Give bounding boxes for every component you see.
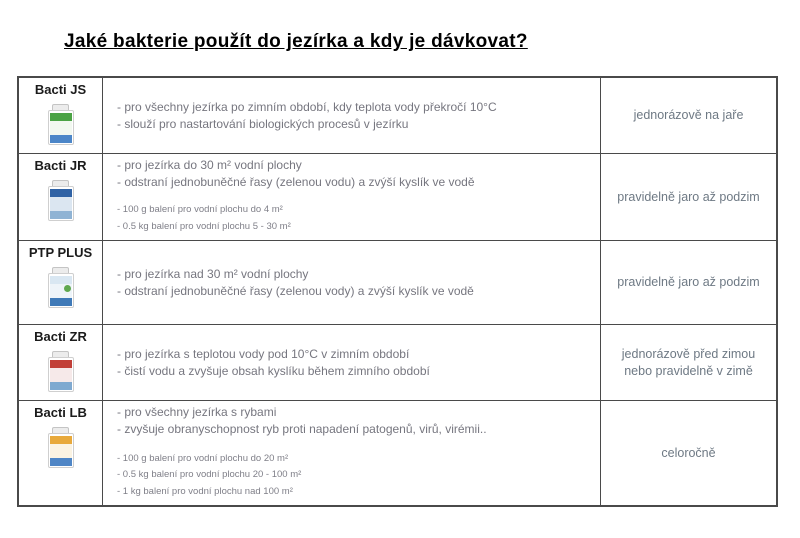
product-name: Bacti JS <box>34 82 87 97</box>
product-description-line: - odstraní jednobuněčné řasy (zelenou vodu) a zvýší kyslík ve vodě <box>117 175 475 189</box>
product-name: Bacti LB <box>34 405 87 420</box>
table-row <box>19 325 776 401</box>
description-cell <box>103 78 601 153</box>
jar-body <box>48 273 74 308</box>
dosage-frequency-text: pravidelně jaro až podzim <box>617 275 760 289</box>
packaging-note-line: - 0.5 kg balení pro vodní plochu 20 - 100 m² <box>117 469 302 480</box>
jar-body <box>48 433 74 468</box>
product-description-line: - pro všechny jezírka s rybami <box>117 405 277 419</box>
table-row <box>19 154 776 241</box>
product-description-line: - pro všechny jezírka po zimním období, kdy teplota vody překročí 10°C <box>117 99 497 114</box>
product-description-line: - pro jezírka s teplotou vody pod 10°C v zimním období <box>117 346 410 361</box>
dosage-frequency-text: pravidelně jaro až podzim <box>617 189 760 204</box>
product-name: Bacti JR <box>34 158 87 173</box>
dosage-frequency <box>601 325 776 400</box>
description-cell <box>103 154 601 240</box>
product-jar-image <box>48 351 74 392</box>
bacteria-dosage-table <box>17 76 778 507</box>
product-description-line: - pro jezírka do 30 m² vodní plochy <box>117 158 302 172</box>
product-jar-image <box>48 104 74 145</box>
product-jar-image <box>48 427 74 468</box>
packaging-note-line: - 1 kg balení pro vodní plochu nad 100 m² <box>117 485 293 497</box>
jar-body <box>48 110 74 145</box>
product-description-line: - čistí vodu a zvyšuje obsah kyslíku během zimního období <box>117 363 430 378</box>
product-description-line: - odstraní jednobuněčné řasy (zelenou vody) a zvýší kyslík ve vodě <box>117 283 474 298</box>
description-cell <box>103 325 601 400</box>
product-cell <box>19 401 103 505</box>
dosage-frequency-text: jednorázově před zimou nebo pravidelně v zimě <box>621 346 756 378</box>
product-name: Bacti ZR <box>34 329 87 344</box>
packaging-note-line: - 100 g balení pro vodní plochu do 20 m² <box>117 452 289 464</box>
product-cell <box>19 154 103 240</box>
product-cell <box>19 78 103 153</box>
dosage-frequency <box>601 78 776 153</box>
dosage-frequency-text: jednorázově na jaře <box>633 108 744 122</box>
product-description-line: - pro jezírka nad 30 m² vodní plochy <box>117 266 309 281</box>
table-row <box>19 241 776 325</box>
dosage-frequency <box>601 241 776 324</box>
page-title: Jaké bakterie použít do jezírka a kdy je dávkovat? <box>64 31 528 52</box>
product-description-line: - slouží pro nastartování biologických procesů v jezírku <box>117 116 409 131</box>
packaging-note-line: - 0.5 kg balení pro vodní plochu 5 - 30 m² <box>117 220 291 232</box>
dosage-frequency <box>601 154 776 240</box>
product-jar-image <box>48 180 74 221</box>
product-cell <box>19 241 103 324</box>
table-row <box>19 401 776 505</box>
product-name: PTP PLUS <box>28 245 93 260</box>
jar-body <box>48 357 74 392</box>
product-cell <box>19 325 103 400</box>
packaging-note-line: - 100 g balení pro vodní plochu do 4 m² <box>117 204 283 215</box>
description-cell <box>103 241 601 324</box>
dosage-frequency <box>601 401 776 505</box>
product-description-line: - zvyšuje obranyschopnost ryb proti napadení patogenů, virů, virémii.. <box>117 422 487 436</box>
product-jar-image <box>48 267 74 308</box>
table-row <box>19 78 776 154</box>
description-cell <box>103 401 601 505</box>
dosage-frequency-text: celoročně <box>661 445 716 460</box>
jar-body <box>48 186 74 221</box>
